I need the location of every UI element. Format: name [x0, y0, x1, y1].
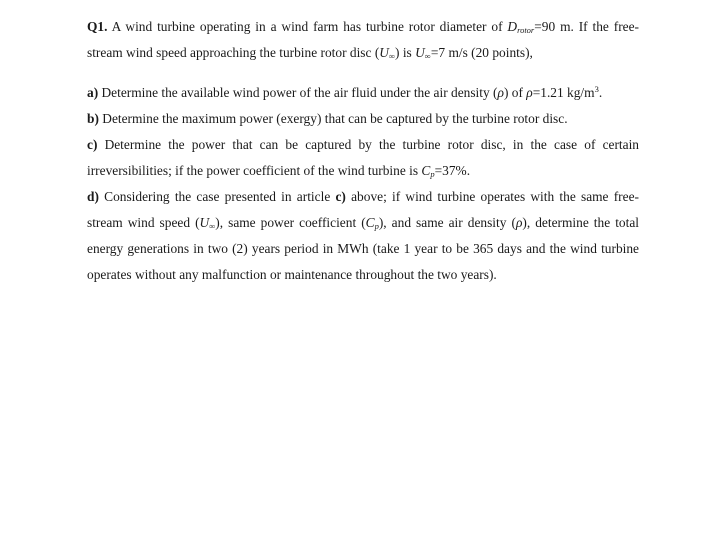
part-d-text: Considering the case presented in article [98, 189, 336, 204]
wind-speed-subscript: ∞ [388, 51, 396, 61]
cubic-exponent: 3 [594, 84, 599, 94]
part-c-text: =37%. [434, 163, 471, 178]
wind-speed-symbol: U [379, 45, 389, 60]
density-symbol: ρ [515, 215, 523, 230]
question-text: =90 m. If the free-stream wind speed approaching the turbine rotor disc ( [87, 19, 639, 60]
part-a-text: Determine the available wind power of the air fluid under the air density ( [98, 85, 498, 100]
part-a-text: =1.21 kg/m [532, 85, 595, 100]
power-coefficient-symbol: C [365, 215, 375, 230]
question-label: Q1. [87, 19, 108, 34]
part-c-label: c) [87, 137, 98, 152]
part-a-text: ) of [503, 85, 527, 100]
part-c-text: Determine the power that can be captured by the turbine rotor disc, in the case of certain irreversibilities; if the power coefficient of the wind turbine is [87, 137, 639, 178]
power-coefficient-subscript: p [430, 169, 435, 179]
part-a [87, 80, 639, 106]
question-text: ) is [395, 45, 416, 60]
part-b-label: b) [87, 111, 99, 126]
question-text: =7 m/s (20 points), [430, 45, 533, 60]
power-coefficient-symbol: C [421, 163, 431, 178]
diameter-subscript: rotor [517, 25, 535, 35]
part-c [87, 132, 639, 184]
part-b [87, 106, 639, 132]
question-statement [87, 14, 639, 66]
wind-speed-symbol: U [199, 215, 210, 230]
part-a-label: a) [87, 85, 99, 100]
part-b-text: Determine the maximum power (exergy) that can be captured by the turbine rotor disc. [98, 111, 568, 126]
question-body [87, 14, 639, 288]
diameter-symbol: D [507, 19, 518, 34]
density-symbol: ρ [526, 85, 533, 100]
part-a-text: . [598, 85, 603, 100]
wind-speed-subscript: ∞ [209, 221, 216, 231]
part-d-label: d) [87, 189, 99, 204]
part-d-text: ), same power coefficient ( [215, 215, 366, 230]
part-d-text: ), determine the total energy generations in two (2) years period in MWh (take 1 year to be 365 days and the wind turbine operates without any malfunction or maintenance throughout the two years). [87, 215, 640, 282]
wind-speed-symbol: U [415, 45, 425, 60]
part-d [87, 184, 639, 288]
wind-speed-subscript: ∞ [424, 51, 431, 61]
part-c-reference: c) [335, 189, 346, 204]
part-d-text: ), and same air density ( [378, 215, 516, 230]
part-d-text: above; if wind turbine operates with the same free-stream wind speed ( [87, 189, 639, 230]
question-text: A wind turbine operating in a wind farm has turbine rotor diameter of [107, 19, 508, 34]
density-symbol: ρ [497, 85, 504, 100]
power-coefficient-subscript: p [374, 221, 379, 231]
